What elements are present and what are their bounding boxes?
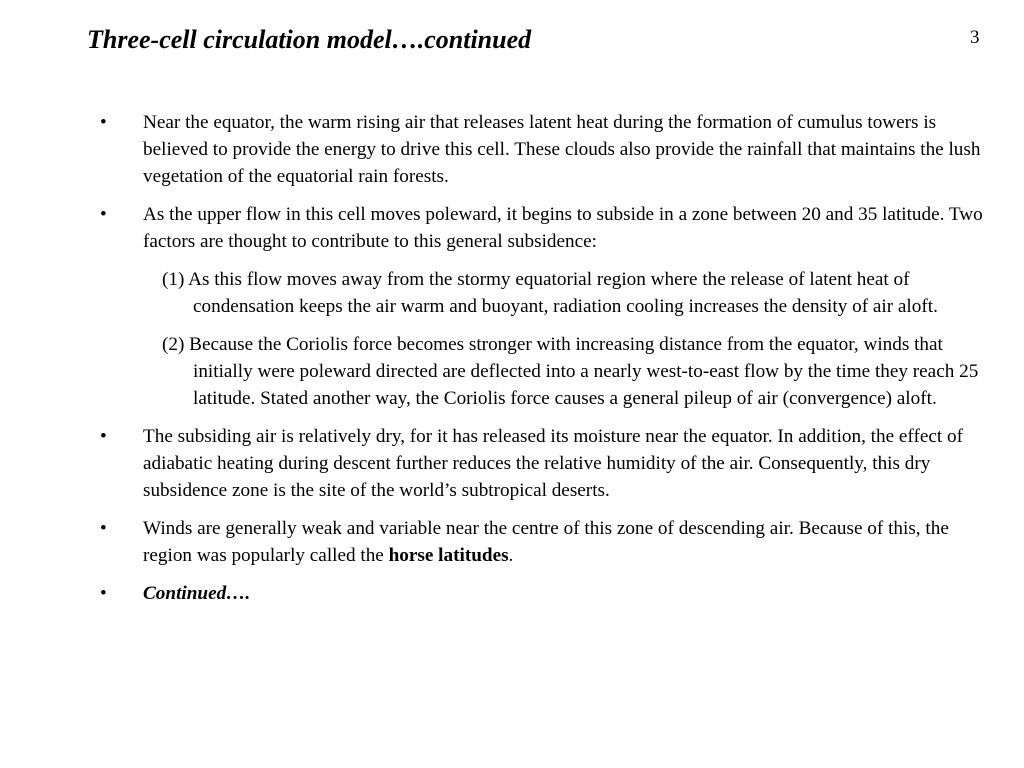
bullet-text-lead: Winds are generally weak and variable near the centre of this zone of descending air. Because of this, the region was popularly called the bbox=[143, 518, 949, 566]
bullet-mark: • bbox=[100, 112, 107, 133]
bullet-mark: • bbox=[100, 426, 107, 447]
bullet-mark: • bbox=[100, 583, 107, 604]
bullet-item bbox=[100, 515, 992, 569]
bullet-item bbox=[100, 423, 992, 504]
bullet-text: Near the equator, the warm rising air that releases latent heat during the formation of cumulus towers is believed to provide the energy to drive this cell. These clouds also provide the rainfall that maintains the lush vegetation of the equatorial rain forests. bbox=[143, 112, 981, 187]
bullet-mark: • bbox=[100, 518, 107, 539]
bullet-text: The subsiding air is relatively dry, for it has released its moisture near the equator. In addition, the effect of adiabatic heating during descent further reduces the relative humidity of the air. Consequently, this dry subsidence zone is the site of the world’s subtropical deserts. bbox=[143, 426, 964, 501]
bullet-item bbox=[100, 580, 992, 607]
bullet-item bbox=[100, 201, 992, 255]
slide-title: Three-cell circulation model….continued bbox=[87, 25, 532, 54]
bullet-text-tail: . bbox=[508, 545, 514, 566]
continued-text: Continued…. bbox=[143, 583, 251, 604]
bullet-text: As the upper flow in this cell moves poleward, it begins to subside in a zone between 20 and 35 latitude. Two factors are thought to contribute to this general subsidence: bbox=[143, 204, 983, 252]
sub-point: (1) As this flow moves away from the stormy equatorial region where the release of latent heat of condensation keeps the air warm and buoyant, radiation cooling increases the density of air aloft. bbox=[162, 269, 938, 317]
sub-point: (2) Because the Coriolis force becomes stronger with increasing distance from the equator, winds that initially were poleward directed are deflected into a nearly west-to-east flow by the time they reach 25 latitude. Stated another way, the Coriolis force causes a general pileup of air (convergence) aloft. bbox=[162, 334, 979, 409]
bullet-item bbox=[100, 109, 992, 190]
bullet-mark: • bbox=[100, 204, 107, 225]
bullet-text bbox=[143, 518, 949, 566]
horse-latitudes-term: horse latitudes bbox=[388, 545, 509, 566]
slide-number: 3 bbox=[970, 27, 980, 48]
slide-content bbox=[100, 109, 992, 618]
